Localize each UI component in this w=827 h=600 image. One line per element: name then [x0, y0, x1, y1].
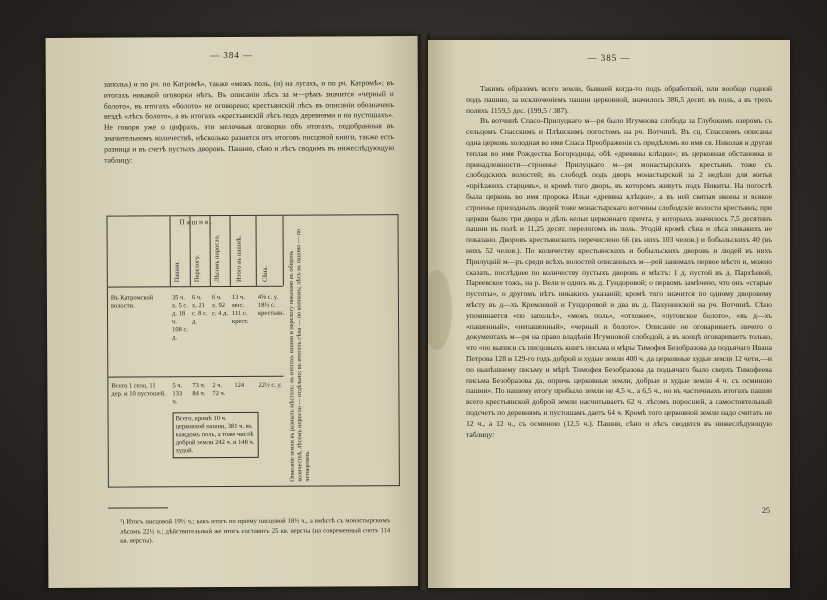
col-header: Пашни.: [173, 261, 181, 283]
page-stain: [428, 270, 452, 350]
left-page: [46, 36, 421, 588]
table-header-pashnya: Пашня.: [179, 218, 214, 227]
table-divider: [209, 216, 210, 286]
table-side-note: Описаніе земли въ разныхъ мѣстахъ: въ итогахъ пашни и перелогу показано въ общемъ количествѣ, лѣсомъ поросло — отдѣльно; въ итогахъ сѣна — по копнамъ; лѣсъ въ пашню — по четвертямъ.: [287, 228, 312, 482]
row1-cell: 13 ч. мос. 111 с. крест.: [231, 293, 249, 326]
left-paragraph: запольь) и по рч. по Катромѣ», также «межъ поль, (и) на лугахъ, и по рч. Катромѣ»; въ итогахъ никакой оговорки нѣтъ. Въ описаніи лѣсъ за м—рѣмъ значится «черный и болото», въ итогахъ «болото» не оговорено; крестьянскій лѣсъ въ описаніи обозначенъ вездѣ «лѣсъ болото», а въ итогахъ «крестьянскій лѣсъ подъ деревнями и на пустошахъ». Не говоря уже о цифрахъ, эти мелочныя оговорки объ итогахъ, подобранныя въ значительномъ количествѣ, нѣсколько разнятся отъ итоговъ писцовой книги, также есть разница и въ счетѣ пустыхъ дворовъ. Пашню, сѣно и лѣсъ сводимъ въ нижеслѣдующую таблицу:: [103, 78, 395, 165]
row2-cell: 22½ с. у.: [258, 381, 282, 389]
left-page-number: — 384 —: [210, 49, 254, 61]
row2-cell: 124: [234, 381, 245, 389]
row1-cell: 6 ч. х. 21 с. 8 с. д.: [191, 294, 208, 326]
left-footnote: ¹) Итогъ писцовой 19½ ч.; какъ итогъ по пріему писцовой 18½ ч., а вмѣстѣ съ монастырскимъ лѣсомъ 22½ ч.; дѣйствительный же итогъ составитъ 25 кв. версты (на современный счетъ 114 кв. версты).: [120, 517, 391, 545]
table-divider: [169, 216, 170, 286]
col-header: Сѣна.: [261, 265, 269, 282]
right-page: [428, 40, 790, 588]
row2-cell: 2 ч. 72 ч.: [212, 382, 226, 398]
signature-mark: 25: [762, 506, 770, 515]
right-paragraph-1: Такимъ образомъ всего земли, бывшей когда-то подъ обработкой, или вообще годной подъ пашню, за исключеніемъ пашни церковной, значилось 386,5 десят. въ поль, а въ трехъ поляхъ 1159,5 дес. (199,5 / 387).: [466, 84, 772, 115]
land-table: [106, 214, 399, 488]
left-page-body-text: [104, 78, 394, 166]
right-page-number: — 385 —: [587, 53, 631, 63]
row1-cell: 6 ч. х. 92 с. 4 д.: [211, 294, 228, 318]
right-page-body-text: [466, 84, 772, 440]
table-divider: [189, 216, 190, 286]
row1-cell: 4⅝ с. у. 18½ с. крестьян.: [257, 293, 285, 317]
row2-cell: 73 ч. 84 ч.: [192, 382, 206, 398]
row1-label: Въ Катромской волости.: [110, 294, 154, 310]
table-note-box: Всего, кромѣ 10 ч. церковной пашни, 381 ч. въ каждомъ поль, а тоже числѣ доброй земли 242 ч. и 148 ч. худой.: [173, 412, 259, 458]
col-header: Перелогу.: [193, 255, 201, 283]
table-divider: [282, 216, 283, 286]
col-header: Итого въ пашнѣ.: [235, 235, 243, 282]
row2-label: Всего 1 село, 11 дер. и 10 пустошей.: [111, 382, 166, 398]
row2-cell: 5 ч. 133 ч.: [172, 382, 183, 406]
footnote-rule: [108, 507, 168, 508]
table-divider: [229, 216, 230, 286]
col-header: Лѣсомъ поросло.: [213, 234, 221, 283]
table-rule: [108, 376, 283, 378]
right-paragraph-2: Въ вотчинѣ Спасо-Прилуцкаго м—ря было Игумнова слобода за Глубокимъ озеромъ съ сельцомъ Спасскимъ и Плѣнскимъ погостомъ на рч. Вотчинѣ. Въ сц. Спасскомъ описаны одна церковь холодная во имя Спаса Преображенія съ придѣломъ во имя св. Николая и другая теплая во имя Рождества Богородицы, обѣ «древяны клѣцки»; въ церковная обстановка и принадлежности—строенье Прилуцкаго м—ря монастырскихъ крестьянъ тоже съ слободскихъ волостей; въ слободѣ подъ дворъ монастырской за 2 недѣли для житья «пріѣзжихъ старцевъ», и кромѣ того дворъ, въ которомъ живутъ подъ Никиты. На погостѣ была церковь во имя пророка Ильи «древяна клѣцки», а въ ней святыя иконы и всякое строенье приходныхъ людей тоже монастырскаго вотчины слободскіе волости крестьянъ; при церкви было три двора и дѣлъ кельи церковнаго причта, у которыхъ значилось 7,5 десятинъ пашни въ полѣ и 11,25 десят. перелогомъ въ поль. Угодій кромѣ сѣна и лѣса никакихъ не показано. Дворовъ крестьянскихъ перечислено 66 (въ нихъ 103 челов.) и бобыльскихъ 40 (въ нихъ 52 челов.). По количеству крестьянскихъ и бобыльскихъ дворовъ и людей въ нихъ Прилуцкій м—ръ среди всѣхъ волостей описанныхъ м—рей занималъ первое мѣсто и, можно сказать, послѣднее по количеству пустыхъ дворовъ и мѣстъ: 1 д. пустой въ д. Пархѣевой, Пареевское тожъ, на р. Вели и одинъ въ д. Гундоровой; о первомъ замѣчено, что онъ «старые пустоты», о другомъ нѣтъ никакихъ указаній; кромѣ того значится по одному дворовому мѣсту въ д—хъ Кремлевой и Гундоровой и два въ д. Пахунинской на рч. Вотчинѣ. Сѣно упоминается «по запольѣ», «межъ поль», «отхожее», «луговское болото», «въ д—хъ «пашенный», «непашенный», «черный и болото». Описаніе не оговариваетъ ничего о документахъ м—ря на право владѣнія Игумновой слободой, а въ концѣ оговариваетъ только, что «по выписи съ писцовыхъ книгъ письма и мѣры Тимофея Безобразова да подьячаго Ивана Петрова 128 и 129-го годъ доброй и худые земли 400 ч. да церковные худые земли 12 чети,—и по нынѣшнему письму и мѣрѣ Тимофея Безобразова да подьячаго было сверхъ Тимофеева письма Безобразова да, опричь церковные земли, добрые и худые земли 4 ч. съ осминою пашни». По нашему итогу прибыло земли не 4,5 ч., а 6,5 ч., но въ частичныхъ итогахъ пашни всего крестьянской доброй земли насчитываетъ 62 ч. лѣсомъ поросшей, а самостоятельный подсчетъ по деревнямъ и пустошамъ даетъ 64 ч. Кромѣ того церковной земли надо считать не 12 ч., а 12 ч., съ осминою (12,5 ч.). Пашни, сѣно и лѣсъ сводятся въ нижеслѣдующую таблицу:: [466, 116, 772, 439]
row1-cell: 35 ч. х. 5 с. д. 18 ч. 108 с. д.: [171, 294, 189, 342]
table-header-row: [107, 216, 282, 288]
table-divider: [255, 216, 256, 286]
